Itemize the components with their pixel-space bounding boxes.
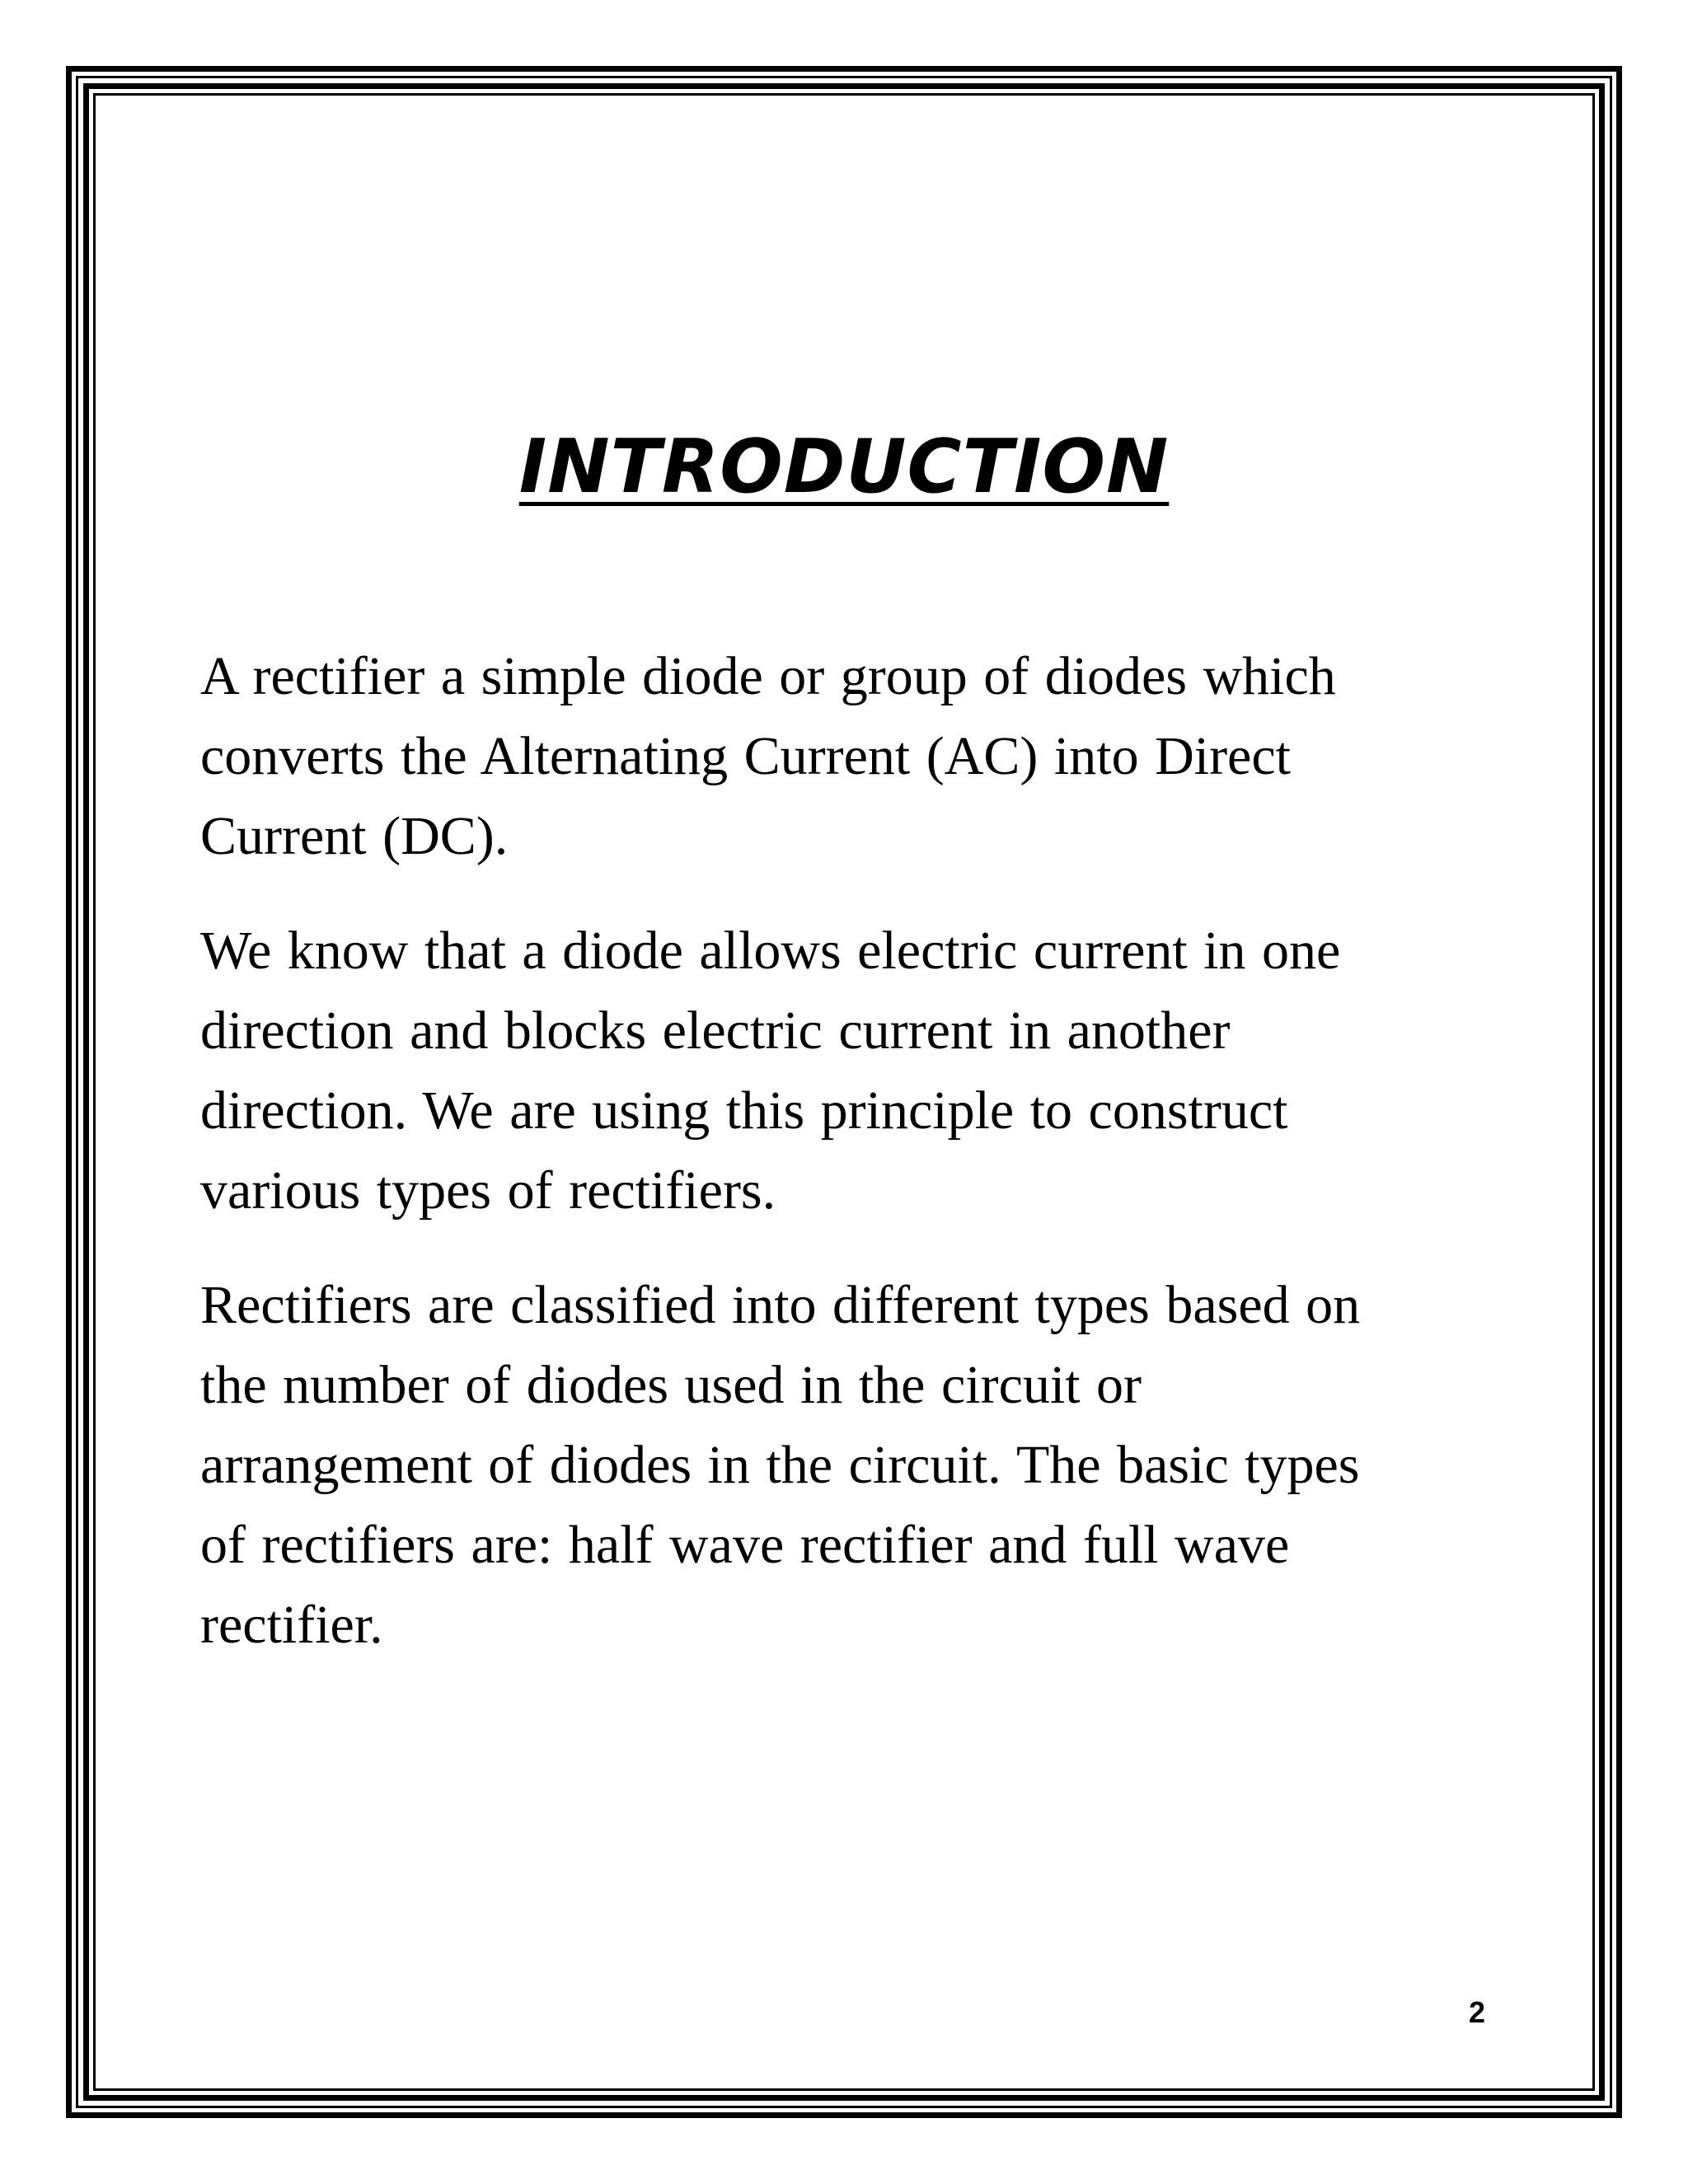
text-line: of rectifiers are: half wave rectifier and full wave: [200, 1515, 1290, 1575]
text-line: the number of diodes used in the circuit or: [200, 1355, 1142, 1415]
text-line: rectifier.: [200, 1595, 383, 1655]
text-line: converts the Alternating Current (AC) into Direct: [200, 726, 1291, 786]
text-line: arrangement of diodes in the circuit. The basic types: [200, 1435, 1360, 1495]
body-text: [200, 636, 1503, 1699]
text-line: various types of rectifiers.: [200, 1160, 776, 1221]
paragraph-1: [200, 636, 1503, 876]
text-line: direction. We are using this principle to construct: [200, 1080, 1288, 1141]
paragraph-2: [200, 911, 1503, 1230]
text-line: A rectifier a simple diode or group of diodes which: [200, 646, 1336, 706]
text-line: direction and blocks electric current in another: [200, 1001, 1231, 1061]
paragraph-3: [200, 1265, 1503, 1665]
page-title: [0, 422, 1688, 513]
text-line: Current (DC).: [200, 806, 509, 866]
text-line: Rectifiers are classified into different types based on: [200, 1275, 1361, 1335]
page-title-text: INTRODUCTION: [518, 424, 1170, 510]
text-line: We know that a diode allows electric current in one: [200, 921, 1341, 981]
page-number: 2: [1468, 1995, 1486, 2029]
